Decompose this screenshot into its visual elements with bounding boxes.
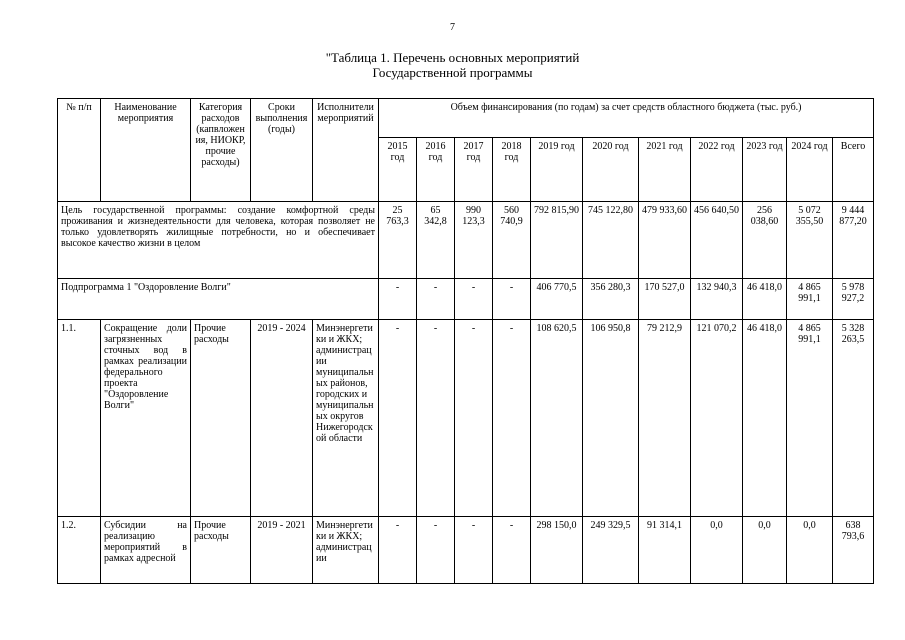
header-year: 2023 год bbox=[743, 138, 787, 202]
measures-table bbox=[57, 98, 874, 584]
row-value: 298 150,0 bbox=[531, 517, 583, 584]
subprogram-value: - bbox=[493, 279, 531, 320]
row-name: Сокращение доли загрязненных сточных вод в рамках реализации федерального проекта "Оздоровление Волги" bbox=[101, 320, 191, 517]
subprogram-value: - bbox=[455, 279, 493, 320]
row-value: 249 329,5 bbox=[583, 517, 639, 584]
row-value: 4 865 991,1 bbox=[787, 320, 833, 517]
row-value: - bbox=[455, 517, 493, 584]
row-value: 108 620,5 bbox=[531, 320, 583, 517]
table-row bbox=[58, 320, 874, 517]
header-total: Всего bbox=[833, 138, 874, 202]
goal-value: 65 342,8 bbox=[417, 202, 455, 279]
table-title-line-2: Государственной программы bbox=[372, 65, 533, 80]
row-value: - bbox=[417, 320, 455, 517]
table-title-line-1: "Таблица 1. Перечень основных мероприятий bbox=[325, 50, 580, 65]
row-value: - bbox=[493, 517, 531, 584]
subprogram-value: 356 280,3 bbox=[583, 279, 639, 320]
row-terms: 2019 - 2024 bbox=[251, 320, 313, 517]
row-value: 79 212,9 bbox=[639, 320, 691, 517]
subprogram-value: - bbox=[417, 279, 455, 320]
row-value: - bbox=[455, 320, 493, 517]
goal-value: 256 038,60 bbox=[743, 202, 787, 279]
header-terms: Сроки выполнения (годы) bbox=[251, 99, 313, 202]
subprogram-value: 46 418,0 bbox=[743, 279, 787, 320]
row-value: 0,0 bbox=[743, 517, 787, 584]
header-year: 2018 год bbox=[493, 138, 531, 202]
goal-value: 456 640,50 bbox=[691, 202, 743, 279]
header-year: 2019 год bbox=[531, 138, 583, 202]
row-value: 0,0 bbox=[787, 517, 833, 584]
header-num: № п/п bbox=[58, 99, 101, 202]
header-funding-group: Объем финансирования (по годам) за счет средств областного бюджета (тыс. руб.) bbox=[379, 99, 874, 138]
header-executors: Исполнители мероприятий bbox=[313, 99, 379, 202]
row-total: 638 793,6 bbox=[833, 517, 874, 584]
subprogram-value: 170 527,0 bbox=[639, 279, 691, 320]
subprogram-value: - bbox=[379, 279, 417, 320]
row-terms: 2019 - 2021 bbox=[251, 517, 313, 584]
row-category: Прочие расходы bbox=[191, 320, 251, 517]
header-year: 2017 год bbox=[455, 138, 493, 202]
header-year: 2016 год bbox=[417, 138, 455, 202]
goal-value: 25 763,3 bbox=[379, 202, 417, 279]
header-name: Наименование мероприятия bbox=[101, 99, 191, 202]
goal-value: 792 815,90 bbox=[531, 202, 583, 279]
row-value: - bbox=[379, 320, 417, 517]
row-value: 121 070,2 bbox=[691, 320, 743, 517]
goal-total: 9 444 877,20 bbox=[833, 202, 874, 279]
header-year: 2022 год bbox=[691, 138, 743, 202]
row-category: Прочие расходы bbox=[191, 517, 251, 584]
row-value: - bbox=[417, 517, 455, 584]
subprogram-text: Подпрограмма 1 "Оздоровление Волги" bbox=[58, 279, 379, 320]
row-num: 1.2. bbox=[58, 517, 101, 584]
row-value: - bbox=[379, 517, 417, 584]
header-year: 2024 год bbox=[787, 138, 833, 202]
row-executors: Минэнергетики и ЖКХ; администрации bbox=[313, 517, 379, 584]
table-row bbox=[58, 517, 874, 584]
subprogram-value: 132 940,3 bbox=[691, 279, 743, 320]
header-row-1 bbox=[58, 99, 874, 138]
goal-value: 5 072 355,50 bbox=[787, 202, 833, 279]
subprogram-row bbox=[58, 279, 874, 320]
goal-value: 560 740,9 bbox=[493, 202, 531, 279]
header-year: 2020 год bbox=[583, 138, 639, 202]
goal-value: 745 122,80 bbox=[583, 202, 639, 279]
goal-row bbox=[58, 202, 874, 279]
row-executors: Минэнергетики и ЖКХ; администрации муниципальных районов, городских и муниципальных округов Нижегородской области bbox=[313, 320, 379, 517]
row-value: 46 418,0 bbox=[743, 320, 787, 517]
row-total: 5 328 263,5 bbox=[833, 320, 874, 517]
row-value: 0,0 bbox=[691, 517, 743, 584]
subprogram-total: 5 978 927,2 bbox=[833, 279, 874, 320]
header-year: 2015 год bbox=[379, 138, 417, 202]
row-value: 106 950,8 bbox=[583, 320, 639, 517]
goal-text: Цель государственной программы: создание комфортной среды проживания и жизнедеятельности для человека, которая позволяет не только удовлетворять жилищные потребности, но и обеспечивает высокое качество жизни в целом bbox=[58, 202, 379, 279]
subprogram-value: 4 865 991,1 bbox=[787, 279, 833, 320]
header-category: Категория расходов (капвложения, НИОКР, прочие расходы) bbox=[191, 99, 251, 202]
header-year: 2021 год bbox=[639, 138, 691, 202]
page-number: 7 bbox=[450, 22, 455, 33]
subprogram-value: 406 770,5 bbox=[531, 279, 583, 320]
table-title bbox=[0, 50, 905, 80]
row-value: - bbox=[493, 320, 531, 517]
goal-value: 990 123,3 bbox=[455, 202, 493, 279]
row-value: 91 314,1 bbox=[639, 517, 691, 584]
row-num: 1.1. bbox=[58, 320, 101, 517]
row-name: Субсидии на реализацию мероприятий в рамках адресной bbox=[101, 517, 191, 584]
goal-value: 479 933,60 bbox=[639, 202, 691, 279]
